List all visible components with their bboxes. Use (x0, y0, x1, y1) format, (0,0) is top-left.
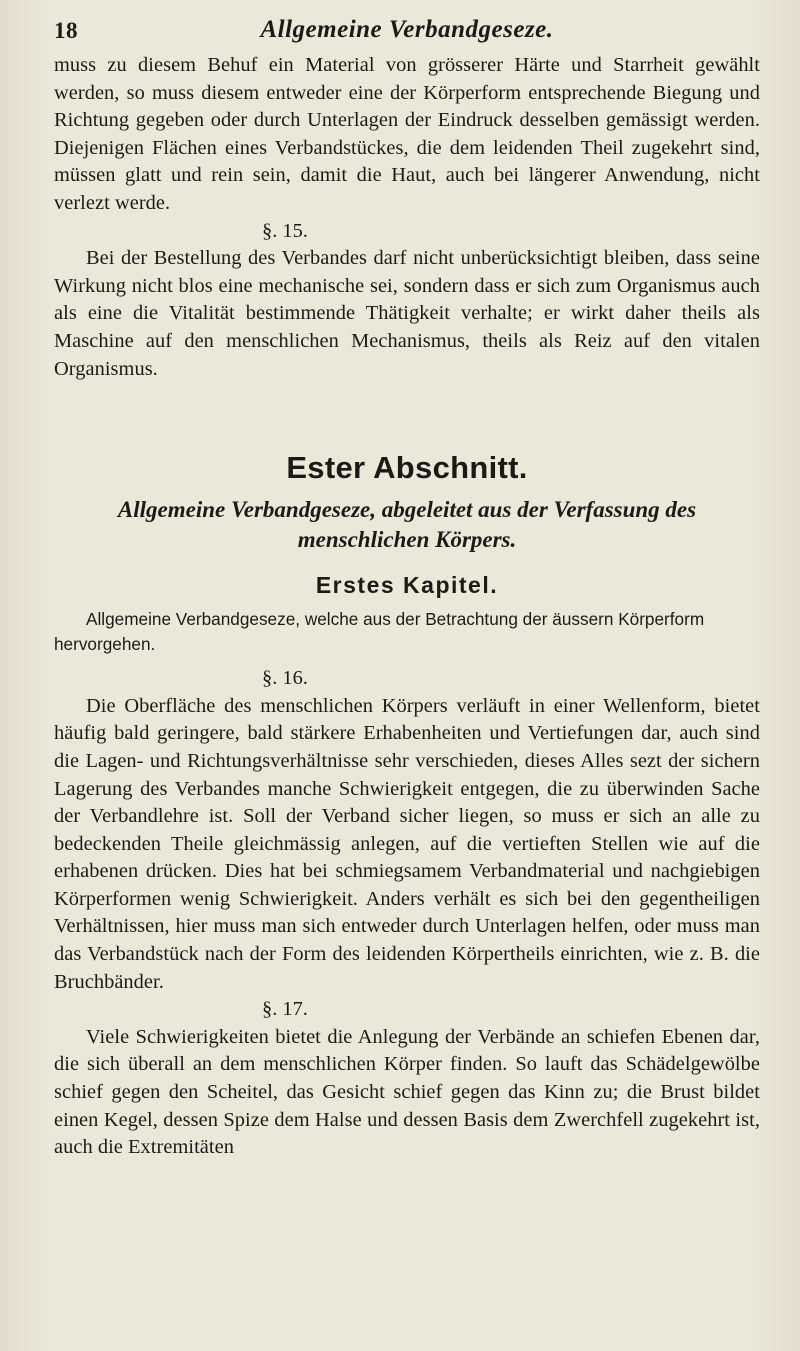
page-number: 18 (54, 18, 78, 43)
part-subtitle: Allgemeine Verbandgeseze, abgeleitet aus der Verfassung des menschlichen Körpers. (117, 497, 697, 553)
chapter-summary-line-2: hervorgehen. (54, 634, 156, 655)
chapter-summary (54, 607, 760, 657)
section-17-heading: §. 17. (262, 998, 308, 1021)
section-15-heading: §. 15. (262, 219, 308, 242)
part-title: Ester Abschnitt. (286, 450, 528, 486)
paragraph-continued: muss zu diesem Behuf ein Material von grösserer Härte und Starrheit gewählt werden, so muss diesem entweder eine der Körperform entsprechende Biegung und Richtung gegeben oder durch Unterlagen der Eindruck desselben gemässigt werden. Diejenigen Flächen eines Verbandstückes, die dem leidenden Theil zugekehrt sind, müssen glatt und rein sein, damit die Haut, auch bei längerer Anwendung, nicht verlezt werde. (54, 54, 760, 214)
section-15-text: Bei der Bestellung des Verbandes darf nicht unberücksichtigt bleiben, dass seine Wirkung nicht blos eine mechanische sei, sondern dass er sich zum Organismus auch als eine die Vitalität bestimmende Thätigkeit verhalte; er wirkt daher theils als Maschine auf den menschlichen Mechanismus, theils als Reiz auf den vitalen Organismus. (54, 247, 760, 380)
chapter-title: Erstes Kapitel. (315, 572, 499, 599)
running-head: Allgemeine Verbandgeseze. (260, 16, 554, 43)
page-header (54, 14, 760, 52)
section-16-heading: §. 16. (262, 667, 308, 690)
section-17-text: Viele Schwierigkeiten bietet die Anlegung der Verbände an schiefen Ebenen dar, die sich überall an dem menschlichen Körper finden. So lauft das Schädelgewölbe schief gegen den Scheitel, das Gesicht schief gegen das Kinn zu; die Brust bildet einen Kegel, dessen Spize dem Halse und dessen Basis dem Zwerchfell zugekehrt ist, auch die Extremitäten (54, 1025, 760, 1159)
chapter-summary-line-1: Allgemeine Verbandgeseze, welche aus der Betrachtung der äussern Körperform (86, 609, 705, 630)
section-16-text: Die Oberfläche des menschlichen Körpers verläuft in einer Wellenform, bietet häufig bald geringere, bald stärkere Erhabenheiten und Vertiefungen dar, auch sind die Lagen- und Richtungsverhältnisse sehr verschieden, dieses Alles sezt der sichern Lagerung des Verbandes manche Schwierigkeit entgegen, die zu überwinden Sache der Verbandlehre ist. Soll der Verband sicher liegen, so muss er sich an alle zu bedeckenden Theile gleichmässig anlegen, auf die vertieften Stellen wie auf die erhabenen drücken. Dies hat bei schmiegsamem Verbandmaterial und nachgiebigen Körperformen wenig Schwierigkeit. Anders verhält es sich bei den gegentheiligen Verhältnissen, hier muss man sich entweder durch Unterlagen helfen, oder muss man das Verbandstück nach der Form des leidenden Körpertheils einrichten, wie z. B. die Bruchbänder. (54, 694, 760, 993)
